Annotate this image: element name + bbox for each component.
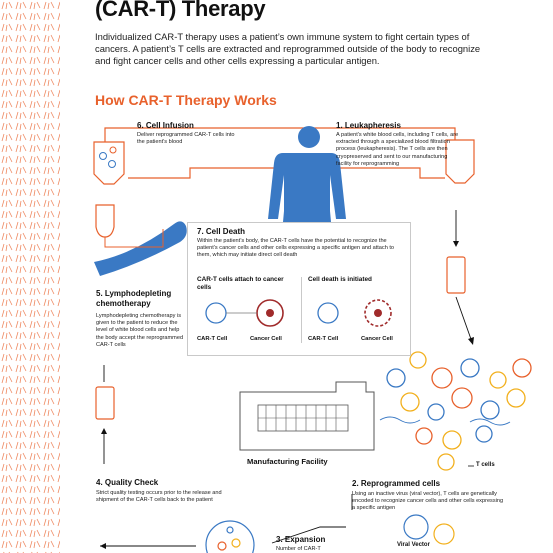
intro-paragraph: Individualized CAR-T therapy uses a patient’s own immune system to fight certain types of cancers. A patient’s T cells are extracted and reprogrammed outside of the body to recognize and fight cancer cells and other cells expressing a particular antigen. [95,31,481,66]
t-cells-label: T cells [476,462,495,468]
cart-cell-label-2: CAR-T Cell [308,336,339,342]
cell-attach-graphic [188,291,410,335]
facility-label: Manufacturing Facility [247,457,328,466]
decorative-cell-pattern [0,0,60,553]
step-2-text: Using an inactive virus (viral vector), T cells are genetically encoded to recognize cancer cells and other cells expressing a specific antigen [352,491,504,512]
step-4-title: 4. Quality Check [96,478,159,487]
vial-icon [447,257,465,293]
arm-icon [94,205,187,276]
step-5-title [96,289,171,309]
step-4-text: Strict quality testing occurs prior to the release and shipment of the CAR-T cells back to the patient [96,490,222,504]
step-1-text: A patient’s white blood cells, including T cells, are extracted through a specialized blood filtration process (leukapheresis). The T cells are then cryopreserved and sent to our manufacturing facility for reprogramming [336,132,459,167]
cancer-cell-label-2: Cancer Cell [361,336,393,342]
viral-vector-label: Viral Vector [397,542,430,548]
page-title: (CAR-T) Therapy [95,0,266,21]
step-2-title: 2. Reprogrammed cells [352,479,441,488]
viral-vector-icon [404,515,454,544]
step-7-title: 7. Cell Death [197,227,246,236]
step-3-title: 3. Expansion [276,535,326,544]
step-5-text: Lymphodepleting chemotherapy is given to the patient to reduce the level of white blood cells and help the body accept the reprogrammed CAR-T cells [96,313,184,348]
t-cell-cluster-icon [380,352,531,470]
step-7-box [187,222,411,356]
patient-figure-icon [268,126,346,233]
expansion-cells-icon [206,521,254,553]
iv-bag-left-icon [94,142,124,184]
step-5-title-line-1: 5. Lymphodepleting [96,289,172,298]
cart-cell-label-1: CAR-T Cell [197,336,228,342]
step-5-title-line-2: chemotherapy [96,299,151,308]
step-1-title: 1. Leukapheresis [336,121,401,130]
initiated-title: Cell death is initiated [308,276,372,283]
step-7-text: Within the patient’s body, the CAR-T cells have the potential to recognize the patient’s cancer cells and other cells expressing a specific antigen and attach to them, which may initiate direct cell death [197,238,395,259]
section-title: How CAR-T Therapy Works [95,92,277,108]
manufacturing-facility-icon [240,382,374,450]
step-6-text: Deliver reprogrammed CAR-T cells into the patient’s blood [137,132,235,146]
quality-vial-icon [96,387,114,419]
step-6-title: 6. Cell Infusion [137,121,194,130]
cancer-cell-label-1: Cancer Cell [250,336,282,342]
step-3-text: Number of CAR-T [276,546,321,552]
attach-title: CAR-T cells attach to cancer cells [197,276,284,291]
